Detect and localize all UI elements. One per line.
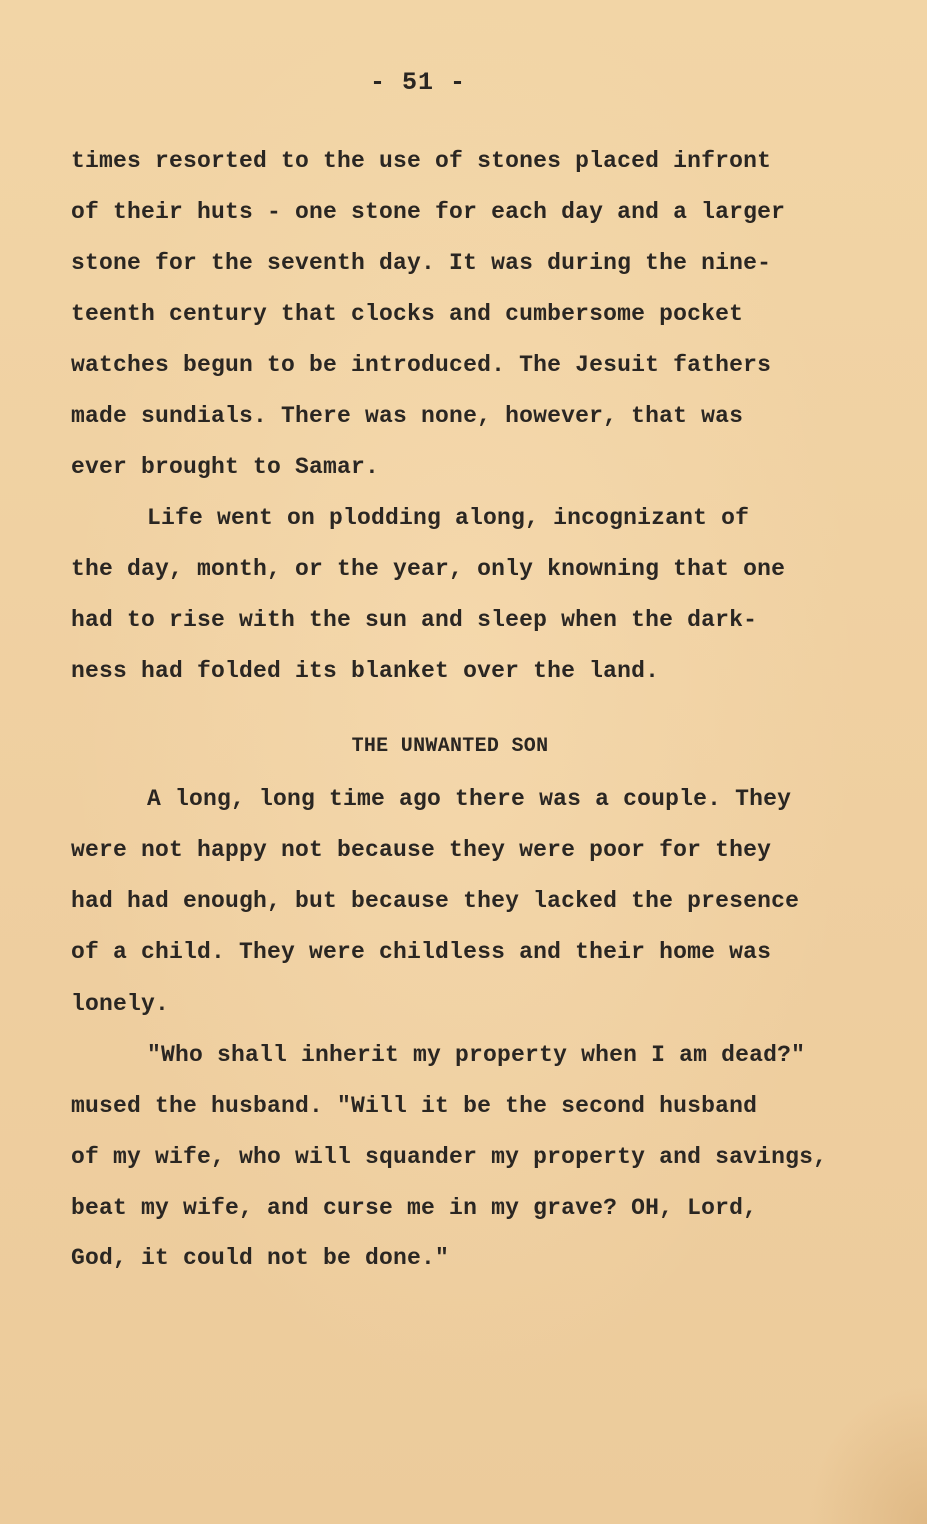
text-line: were not happy not because they were poor for they <box>71 837 772 863</box>
text-line: of a child. They were childless and their home was <box>71 939 772 965</box>
section-heading: THE UNWANTED SON <box>351 735 549 758</box>
text-line: lonely. <box>71 991 170 1017</box>
text-line: stone for the seventh day. It was during the nine- <box>71 250 772 276</box>
text-line: of my wife, who will squander my property and savings, <box>71 1144 828 1170</box>
text-line: mused the husband. "Will it be the second husband <box>71 1093 758 1119</box>
text-line: times resorted to the use of stones placed infront <box>71 148 772 174</box>
text-line: A long, long time ago there was a couple. They <box>147 786 792 812</box>
text-line: teenth century that clocks and cumbersome pocket <box>71 301 744 327</box>
paper-stain <box>807 1384 927 1524</box>
text-line: beat my wife, and curse me in my grave? OH, Lord, <box>71 1195 758 1221</box>
text-line: had to rise with the sun and sleep when the dark- <box>71 607 758 633</box>
text-line: ever brought to Samar. <box>71 454 380 480</box>
text-line: watches begun to be introduced. The Jesuit fathers <box>71 352 772 378</box>
text-line: had had enough, but because they lacked the presence <box>71 888 800 914</box>
text-line: made sundials. There was none, however, that was <box>71 403 744 429</box>
text-line: God, it could not be done." <box>71 1245 450 1271</box>
page-number: - 51 - <box>369 68 466 97</box>
text-line: of their huts - one stone for each day and a larger <box>71 199 786 225</box>
text-line: the day, month, or the year, only knowning that one <box>71 556 786 582</box>
text-line: ness had folded its blanket over the land. <box>71 658 660 684</box>
text-line: Life went on plodding along, incognizant of <box>147 505 750 531</box>
text-line: "Who shall inherit my property when I am dead?" <box>147 1042 806 1068</box>
